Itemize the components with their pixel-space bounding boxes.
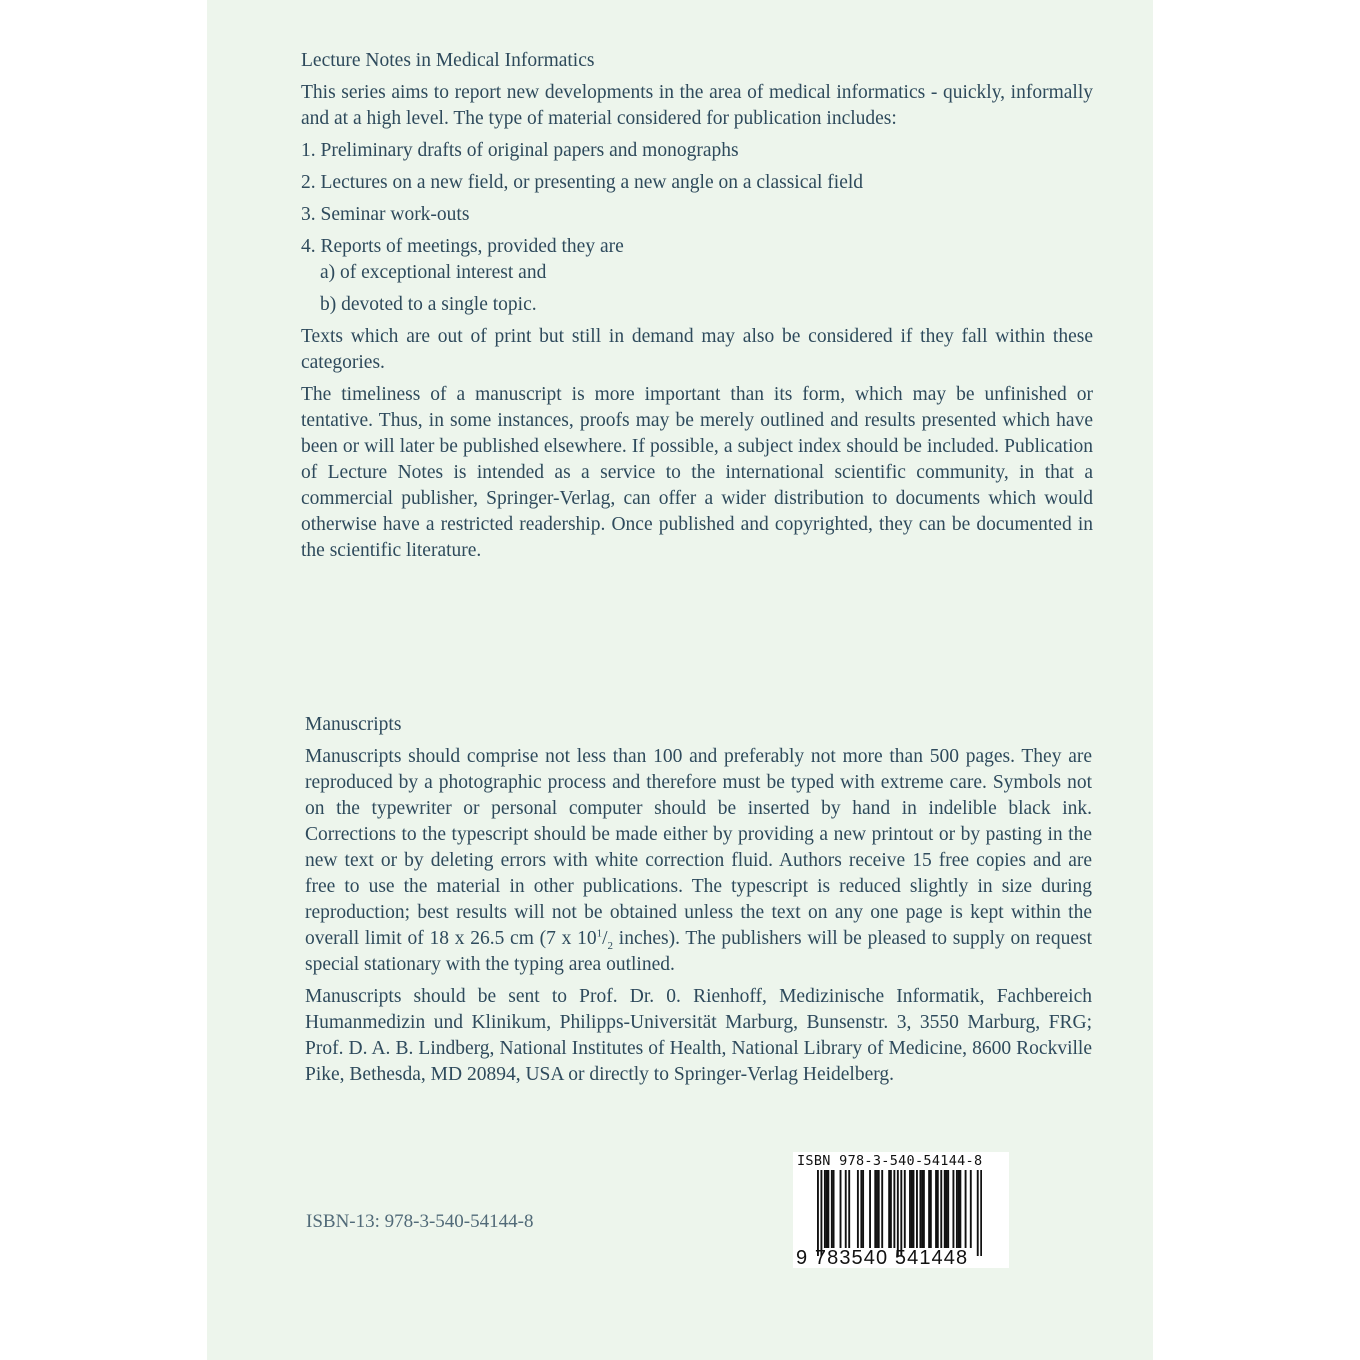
sub-list-item: b) devoted to a single topic. — [320, 294, 537, 315]
barcode-bar — [909, 1170, 911, 1248]
barcode-bar — [946, 1170, 948, 1248]
barcode-bar — [817, 1170, 819, 1256]
barcode-bar — [977, 1170, 979, 1256]
barcode-bar — [857, 1170, 859, 1248]
barcode-bar — [956, 1170, 958, 1248]
barcode-bar — [897, 1170, 899, 1256]
barcode-bar — [869, 1170, 871, 1248]
barcode-bar — [845, 1170, 847, 1248]
barcode-bar — [893, 1170, 895, 1248]
barcode-bar — [921, 1170, 923, 1248]
barcode-bar — [820, 1170, 822, 1256]
barcode-bar — [848, 1170, 850, 1248]
barcode-bar — [890, 1170, 892, 1248]
out-of-print-paragraph: Texts which are out of print but still in demand may also be considered if they fall within these categories. — [301, 326, 1093, 373]
barcode-bar — [840, 1170, 842, 1248]
timeliness-paragraph: The timeliness of a manuscript is more important than its form, which may be unfinished or tentative. Thus, in some instances, proofs may be merely outlined and results presented which have been or will later be published elsewhere. If possible, a subject index should be included. Publication of Lecture Notes is intended as a service to the international scientific community, in that a commercial publisher, Springer-Verlag, can offer a wider distribution to documents which would otherwise have a restricted readership. Once published and copyrighted, they can be documented in the scientific literature. — [301, 384, 1093, 561]
barcode-bar — [881, 1170, 883, 1248]
barcode-bar — [826, 1170, 828, 1248]
barcode-bar — [923, 1170, 925, 1248]
barcode-bar — [824, 1170, 826, 1248]
barcode-bar — [980, 1170, 982, 1256]
list-item: 2. Lectures on a new field, or presenting a new angle on a classical field — [301, 172, 864, 193]
barcode-bar — [831, 1170, 833, 1248]
list-item: 1. Preliminary drafts of original papers and monographs — [301, 140, 739, 161]
barcode-bar — [900, 1170, 902, 1256]
barcode-bar — [860, 1170, 862, 1248]
barcode-bar — [827, 1170, 829, 1248]
barcode-bar — [916, 1170, 918, 1248]
barcode-bar — [862, 1170, 864, 1248]
barcode-bar — [876, 1170, 878, 1248]
barcode-bar — [970, 1170, 972, 1248]
list-item: 3. Seminar work-outs — [301, 204, 470, 225]
barcode-bar — [888, 1170, 890, 1248]
intro-paragraph: This series aims to report new developments in the area of medical informatics - quickly, informally and at a high level. The type of material considered for publication includes: — [301, 82, 1093, 129]
barcode-bar — [958, 1170, 960, 1248]
barcode-bar — [904, 1170, 906, 1248]
barcode-bar — [965, 1170, 967, 1248]
barcode-bar — [913, 1170, 915, 1248]
barcode-bar — [940, 1170, 942, 1248]
barcode — [793, 1152, 1009, 1268]
barcode-bar — [935, 1170, 937, 1248]
barcode-digits: 9 783540 541448 — [796, 1247, 969, 1269]
address-paragraph: Manuscripts should be sent to Prof. Dr. 0. Rienhoff, Medizinische Informatik, Fachbereich Humanmedizin und Klinikum, Philipps-Universität Marburg, Bunsenstr. 3, 3550 Marburg, FRG; Prof. D. A. B. Lindberg, National Institutes of Health, National Library of Medicine, 8600 Rockville Pike, Bethesda, MD 20894, USA or directly to Springer-Verlag Heidelberg. — [305, 986, 1092, 1085]
barcode-bar — [833, 1170, 835, 1248]
series-title: Lecture Notes in Medical Informatics — [301, 50, 595, 71]
manuscripts-paragraph: Manuscripts should comprise not less than 100 and preferably not more than 500 pages. They are reproduced by a photographic process and therefore must be typed with extreme care. Symbols not on the typewriter or personal computer should be inserted by hand in indelible black ink. Corrections to the typescript should be made either by providing a new printout or by pasting in the new text or by deleting errors with white correction fluid. Authors receive 15 free copies and are free to use the material in other publications. The typescript is reduced slightly in size during reproduction; best results will not be obtained unless the text on any one page is kept within the overall limit of 18 x 26.5 cm (7 x $10^1/_2$ inches). The publishers will be pleased to supply on request special stationary with the typing area outlined. — [305, 746, 1092, 975]
barcode-bar — [944, 1170, 946, 1248]
barcode-bar — [959, 1170, 961, 1248]
barcode-bar — [919, 1170, 921, 1248]
barcode-bar — [878, 1170, 880, 1248]
barcode-bar — [947, 1170, 949, 1248]
barcode-bar — [874, 1170, 876, 1248]
series-description — [301, 48, 1093, 570]
barcode-isbn-label: ISBN 978-3-540-54144-8 — [797, 1153, 983, 1169]
manuscripts-section — [305, 712, 1092, 1094]
isbn-13: ISBN-13: 978-3-540-54144-8 — [306, 1211, 534, 1232]
barcode-bar — [911, 1170, 913, 1248]
barcode-bars — [817, 1170, 982, 1256]
barcode-bar — [930, 1170, 932, 1248]
barcode-bar — [928, 1170, 930, 1248]
barcode-bar — [937, 1170, 939, 1248]
list-item: 4. Reports of meetings, provided they are — [301, 236, 624, 257]
manuscripts-heading: Manuscripts — [305, 714, 402, 735]
sub-list-item: a) of exceptional interest and — [320, 262, 547, 283]
barcode-bar — [952, 1170, 954, 1248]
